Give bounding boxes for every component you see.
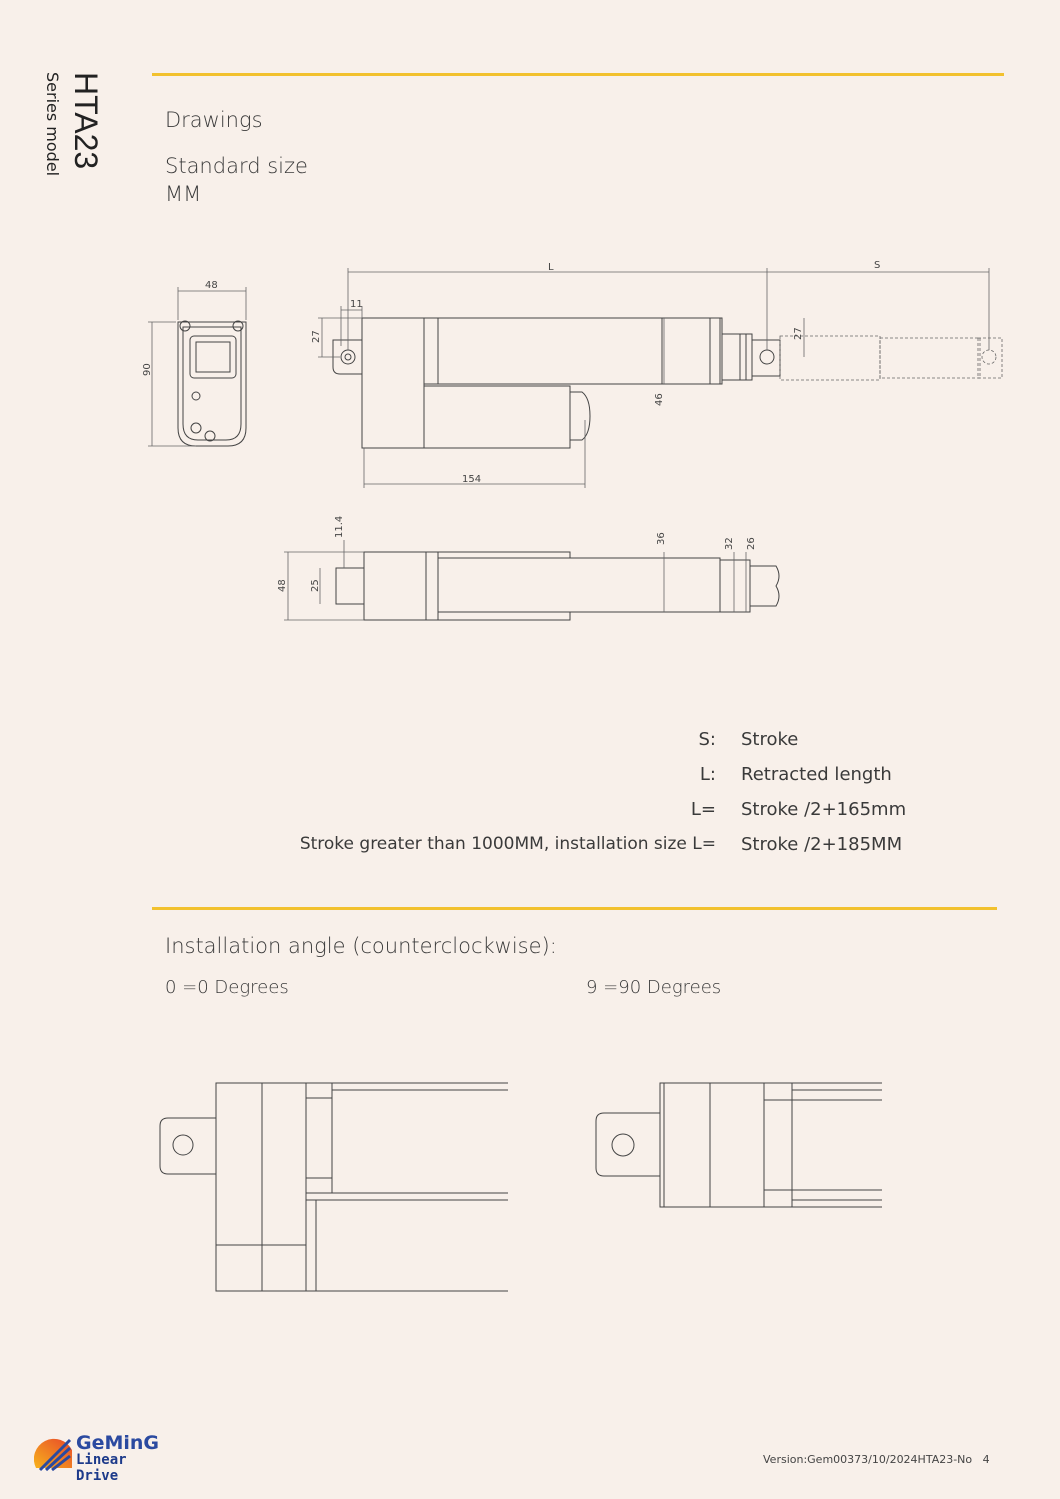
version-text: Version:Gem00373/10/2024HTA23-No [763,1453,973,1466]
dim-25-label: 25 [310,579,321,592]
series-label: Series model [43,72,62,177]
side-view-drawing [311,260,1002,488]
install-angle-title: Installation angle (counterclockwise): [165,934,557,958]
dim-L-label: L [548,262,554,273]
legend-key-stroke: S: [698,729,716,750]
install-option-90: 9 =90 Degrees [586,977,722,998]
dim-32-label: 32 [724,537,735,550]
footer-version [763,1453,990,1466]
page-number: 4 [982,1453,990,1466]
legend-value-formula: Stroke /2+165mm [741,799,907,820]
brand-tagline: Linear Drive [76,1452,127,1484]
install-option-0: 0 =0 Degrees [165,977,289,998]
legend-value-large-stroke: Stroke /2+185MM [741,834,903,855]
dim-11-label: 11 [350,299,363,310]
legend-key-large-stroke: Stroke greater than 1000MM, installation size L= [299,834,716,854]
model-name: HTA23 [68,72,104,170]
brand-logo [34,1430,174,1484]
legend-value-stroke: Stroke [741,729,799,750]
top-view-drawing [277,516,779,620]
legend-value-length: Retracted length [741,764,892,785]
end-view-drawing [142,280,246,446]
brand-sun-icon [34,1430,74,1474]
dim-27-right-label: 27 [793,327,804,340]
unit-label: MM [165,182,202,206]
dim-48b-label: 48 [277,579,288,592]
legend-key-length: L: [699,764,716,785]
brand-name: GeMinG [76,1432,160,1454]
install-0-drawing [160,1083,508,1291]
install-90-drawing [596,1083,882,1207]
dim-154-label: 154 [462,474,482,485]
middle-divider [152,907,997,910]
dim-26-label: 26 [746,537,757,550]
dim-36-label: 36 [656,532,667,545]
standard-size-label: Standard size [165,154,308,178]
legend-key-formula: L= [690,799,716,820]
dim-11-4-label: 11.4 [334,515,345,538]
drawings-title: Drawings [165,108,263,132]
dim-48-label: 48 [205,280,218,291]
dim-46-label: 46 [654,393,665,406]
dim-S-label: S [874,260,881,271]
dim-27-left-label: 27 [311,330,322,343]
dim-90-label: 90 [142,363,153,376]
